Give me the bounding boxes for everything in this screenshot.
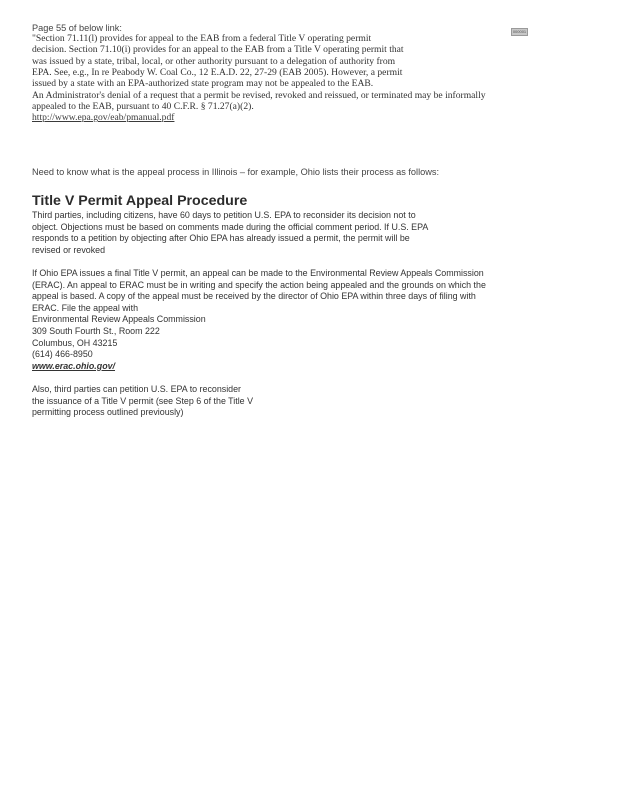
paragraph-line: revised or revoked (32, 244, 106, 255)
paragraph-line: responds to a petition by objecting after Ohio EPA has already issued a permit, the permit will be (32, 233, 410, 244)
quote-line: issued by a state with an EPA-authorized state program may not be appealed to the EAB. (32, 78, 374, 90)
document-stamp: 000001 (512, 29, 527, 34)
paragraph-line: If Ohio EPA issues a final Title V permit, an appeal can be made to the Environmental Review Appeals Commission (32, 268, 484, 278)
address-line: Environmental Review Appeals Commission (32, 314, 206, 325)
appeal-procedure-heading: Title V Permit Appeal Procedure (32, 193, 248, 209)
paragraph-line: Also, third parties can petition U.S. EPA to reconsider (32, 384, 241, 394)
paragraph-line: Third parties, including citizens, have 60 days to petition U.S. EPA to reconsider its decision not to (32, 210, 416, 220)
paragraph-line: (ERAC). An appeal to ERAC must be in writing and specify the action being appealed and the grounds on which the (32, 279, 486, 290)
paragraph-line: permitting process outlined previously) (32, 407, 184, 418)
erac-website-link[interactable]: www.erac.ohio.gov/ (32, 360, 116, 371)
paragraph-line: appeal is based. A copy of the appeal must be received by the director of Ohio EPA within three days of filing with (32, 291, 476, 302)
paragraph-line: object. Objections must be based on comments made during the official comment period. If U.S. EPA (32, 221, 429, 232)
page-reference: Page 55 of below link: (32, 23, 122, 33)
phone-number: (614) 466-8950 (32, 349, 93, 360)
quote-line: EPA. See, e.g., In re Peabody W. Coal Co., 12 E.A.D. 22, 27-29 (EAB 2005). However, a permit (32, 66, 403, 78)
quote-line: appealed to the EAB, pursuant to 40 C.F.R. § 71.27(a)(2). (32, 100, 254, 112)
quote-line: "Section 71.11(l) provides for appeal to the EAB from a federal Title V operating permit (32, 33, 372, 44)
paragraph-line: the issuance of a Title V permit (see Step 6 of the Title V (32, 395, 254, 406)
address-line: Columbus, OH 43215 (32, 337, 118, 348)
ohio-intro-text: Need to know what is the appeal process in Illinois – for example, Ohio lists their process as follows: (32, 167, 439, 177)
quote-line: was issued by a state, tribal, local, or other authority pursuant to a delegation of authority from (32, 55, 396, 67)
address-line: 309 South Fourth St., Room 222 (32, 326, 160, 336)
quote-line: An Administrator's denial of a request that a permit be revised, revoked and reissued, or terminated may be informally (32, 89, 486, 101)
eab-manual-link[interactable]: http://www.epa.gov/eab/pmanual.pdf (32, 112, 175, 124)
paragraph-line: ERAC. File the appeal with (32, 302, 139, 313)
quote-line: decision. Section 71.10(i) provides for an appeal to the EAB from a Title V operating permit that (32, 44, 404, 56)
